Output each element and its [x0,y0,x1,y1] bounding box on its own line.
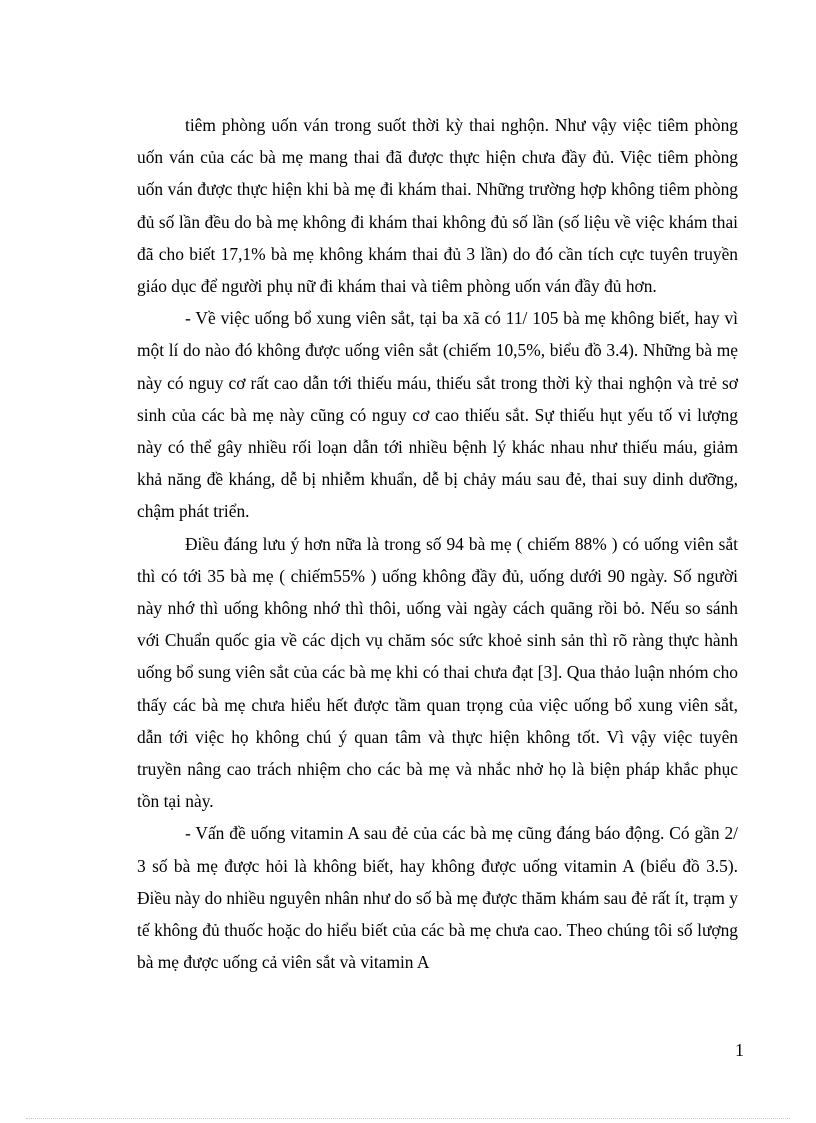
paragraph-iron-compliance: Điều đáng lưu ý hơn nữa là trong số 94 bà mẹ ( chiếm 88% ) có uống viên sắt thì có tới 35 bà mẹ ( chiếm55% ) uống không đầy đủ, uống dưới 90 ngày. Số người này nhớ thì uống không nhớ thì thôi, uống vài ngày cách quãng rồi bỏ. Nếu so sánh với Chuẩn quốc gia về các dịch vụ chăm sóc sức khoẻ sinh sản thì rõ ràng thực hành uống bổ sung viên sắt của các bà mẹ khi có thai chưa đạt [3]. Qua thảo luận nhóm cho thấy các bà mẹ chưa hiểu hết được tầm quan trọng của việc uống bổ xung viên sắt, dẫn tới việc họ không chú ý quan tâm và thực hiện không tốt. Vì vậy việc tuyên truyền nâng cao trách nhiệm cho các bà mẹ và nhắc nhở họ là biện pháp khắc phục tồn tại này. [137,533,738,812]
paragraph-iron-supplement: - Về việc uống bổ xung viên sắt, tại ba xã có 11/ 105 bà mẹ không biết, hay vì một lí do nào đó không được uống viên sắt (chiếm 10,5%, biểu đồ 3.4). Những bà mẹ này có nguy cơ rất cao dẫn tới thiếu máu, thiếu sắt trong thời kỳ thai nghộn và trẻ sơ sinh của các bà mẹ này cũng có nguy cơ cao thiếu sắt. Sự thiếu hụt yếu tố vi lượng này có thể gây nhiều rối loạn dẫn tới nhiều bệnh lý khác nhau như thiếu máu, giảm khả năng đề kháng, dễ bị nhiễm khuẩn, dễ bị chảy máu sau đẻ, thai suy dinh dưỡng, chậm phát triển. [137,308,738,522]
document-body [137,109,738,978]
page-number: 1 [735,1040,744,1060]
paragraph-vitamin-a: - Vấn đề uống vitamin A sau đẻ của các bà mẹ cũng đáng báo động. Có gần 2/ 3 số bà mẹ được hỏi là không biết, hay không được uống vitamin A (biểu đồ 3.5). Điều này do nhiều nguyên nhân như do số bà mẹ được thăm khám sau đẻ rất ít, trạm y tế không đủ thuốc hoặc do hiểu biết của các bà mẹ chưa cao. Theo chúng tôi số lượng bà mẹ được uống cả viên sắt và vitamin A [137,823,738,973]
paragraph-tetanus-vaccination: tiêm phòng uốn ván trong suốt thời kỳ thai nghộn. Như vậy việc tiêm phòng uốn ván của các bà mẹ mang thai đã được thực hiện chưa đầy đủ. Việc tiêm phòng uốn ván được thực hiện khi bà mẹ đi khám thai. Những trường hợp không tiêm phòng đủ số lần đều do bà mẹ không đi khám thai không đủ số lần (số liệu về việc khám thai đã cho biết 17,1% bà mẹ không khám thai đủ 3 lần) do đó cần tích cực tuyên truyền giáo dục để người phụ nữ đi khám thai và tiêm phòng uốn ván đầy đủ hơn. [137,115,738,297]
page-bottom-divider [26,1118,790,1119]
